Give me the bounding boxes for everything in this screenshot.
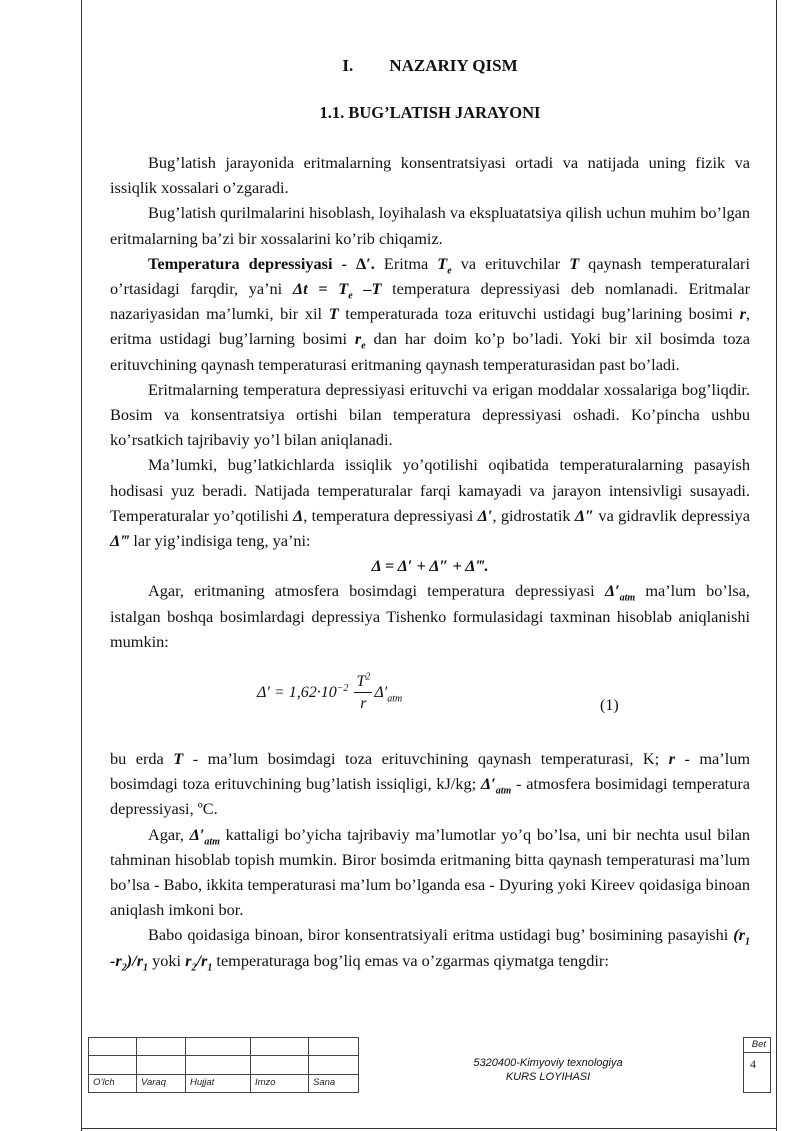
stamp-title-line1: 5320400-Kimyoviy texnologiya	[473, 1057, 623, 1069]
stamp-cell	[88, 1055, 137, 1075]
paragraph-5: Ma’lumki, bug’latkichlarda issiqlik yo’qotilishi oqibatida temperaturalarning pasayish hodisasi yuz beradi. Natijada temperaturalar farqi kamayadi va jarayon intensivligi susayadi. Temperaturalar yo’qotilishi Δ, temperatura depressiyasi Δ′, gidrostatik Δ″ va gidravlik depressiya Δ‴ lar yig’indisiga teng, ya’ni:	[110, 455, 750, 551]
tishenko-formula: $\Delta' = 1,62\cdot 10^{-2}$ $\frac{T^2}{r}$ $\Delta'_{atm}$	[257, 672, 402, 715]
equation-number: (1)	[600, 697, 619, 715]
frame-bottom-border	[81, 1128, 777, 1129]
paragraph-1: Bug’latish jarayonida eritmalarning konsentratsiyasi ortadi va natijada uning fizik va issiqlik xossalari o’zgaradi.	[110, 153, 750, 198]
stamp-cell	[185, 1055, 251, 1075]
section-number: I.	[342, 56, 354, 75]
stamp-cell	[136, 1055, 186, 1075]
stamp-label-varaq: Varaq	[136, 1074, 186, 1093]
section-heading	[110, 53, 750, 83]
stamp-label-sana: Sana	[308, 1074, 359, 1093]
stamp-label-imzo: Imzo	[250, 1074, 309, 1093]
page-number: 4	[743, 1052, 771, 1093]
paragraph-7: bu erda T - ma’lum bosimdagi toza erituvchining qaynash temperaturasi, K; r - ma’lum bosimdagi toza erituvchining bug’latish issiqligi, kJ/kg; $\Delta'_{atm}$ - atmosfera bosimidagi temperatura depressiyasi, ºC.	[110, 749, 751, 819]
formula-block	[110, 656, 750, 728]
stamp-title	[358, 1037, 738, 1093]
paragraph-2: Bug’latish qurilmalarini hisoblash, loyihalash va ekspluatatsiya qilish uchun muhim bo’lgan eritmalarning ba’zi bir xossalarini ko’rib chiqamiz.	[110, 203, 750, 248]
paragraph-3: Temperatura depressiyasi - Δ′. Eritma $T_e$ va erituvchilar T qaynash temperaturalari o’rtasidagi farqdir, ya’ni $\Delta t = T_e$ –T temperatura depressiyasi deb nomlanadi. Eritmalar nazariyasidan ma’lumki, bir xil T temperaturada toza erituvchi ustidagi bug’larining bosimi r, eritma ustidagi bug’larning bosimi $r_e$ dan har doim ko’p bo’ladi. Yoki bir xil bosimda toza erituvchining qaynash temperaturasi eritmaning qaynash temperaturasidan past bo’ladi.	[110, 253, 751, 374]
subsection-heading: 1.1. BUG’LATISH JARAYONI	[319, 103, 541, 122]
equation-sum: Δ = Δ′ + Δ″ + Δ‴.	[371, 556, 489, 576]
stamp-cell	[308, 1037, 359, 1056]
stamp-cell	[136, 1037, 186, 1056]
stamp-cell	[250, 1037, 309, 1056]
paragraph-8: Agar, $\Delta'_{atm}$ kattaligi bo’yicha tajribaviy ma’lumotlar yo’q bo’lsa, uni bir nechta usul bilan tahminan hisoblab topish mumkin. Biror bosimda eritmaning bitta qaynash temperaturasi ma’lum bo’lsa - Babo, ikkita temperaturasi ma’lum bo’lganda esa - Dyuring yoki Kireev qoidasiga binoan aniqlash imkoni bor.	[110, 824, 750, 920]
paragraph-9: Babo qoidasiga binoan, biror konsentratsiyali eritma ustidagi bug’ bosimining pasayishi ($r_1$ $-r_2)/r_1$ yoki $r_2/r_1$ temperaturaga bog’liq emas va o’zgarmas qiymatga tengdir:	[110, 925, 750, 973]
section-title: NAZARIY QISM	[389, 56, 518, 75]
paragraph-6: Agar, eritmaning atmosfera bosimdagi temperatura depressiyasi $\Delta'_{atm}$ ma’lum bo’lsa, istalgan boshqa bosimlardagi depressiya Tishenko formulasidagi taxminan hisoblab aniqlanishi mumkin:	[110, 581, 750, 651]
stamp-cell	[308, 1055, 359, 1075]
stamp-cell	[88, 1037, 137, 1056]
title-block-stamp	[88, 1037, 771, 1093]
paragraph-4: Eritmalarning temperatura depressiyasi erituvchi va erigan moddalar xossalariga bog’liqdir. Bosim va konsentratsiya ortishi bilan temperatura depressiyasi oshadi. Ko’pincha ushbu ko’rsatkich tajribaviy yo’l bilan aniqlanadi.	[110, 379, 750, 450]
stamp-cell	[250, 1055, 309, 1075]
formula-fraction: $\frac{T^2}{r}$	[356, 671, 371, 713]
stamp-label-olch: O’lch	[88, 1074, 137, 1093]
stamp-title-line2: KURS LOYIHASI	[505, 1071, 591, 1083]
stamp-bet-label: Bet	[743, 1037, 771, 1053]
stamp-label-hujjat: Hujjat	[185, 1074, 251, 1093]
stamp-cell	[185, 1037, 251, 1056]
document-body	[110, 50, 750, 973]
